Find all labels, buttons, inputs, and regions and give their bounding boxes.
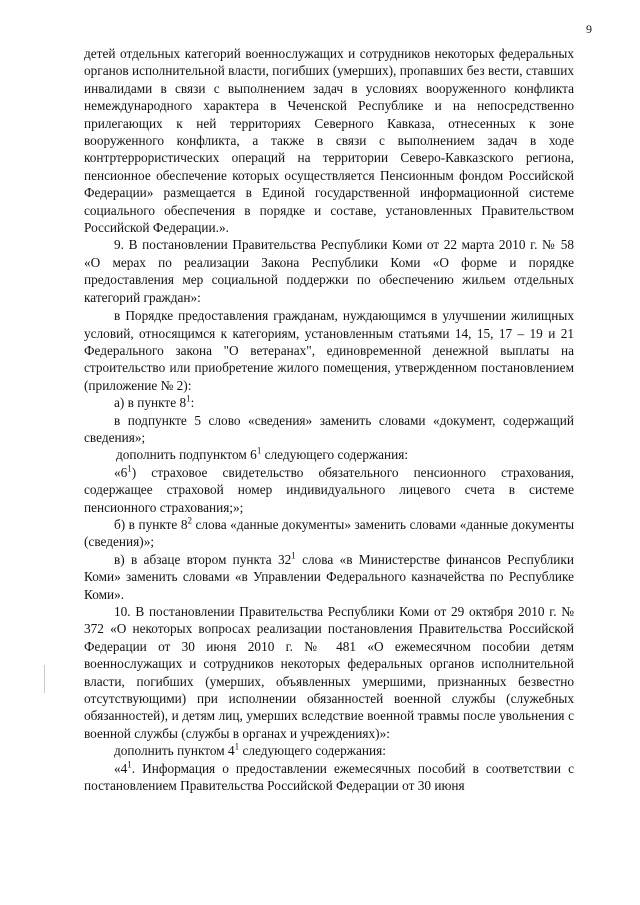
paragraph-add-subpoint: дополнить подпунктом $6^1$ следующего содержания: xyxy=(116,445,409,463)
paragraph-add-point: дополнить пунктом $4^1$ следующего содержания: xyxy=(114,741,386,759)
paragraph-continuation: детей отдельных категорий военнослужащих и сотрудников некоторых федеральных органов исполнительной власти, погибших (умерших), пропавших без вести, ставших инвалидами в связи с выполнением задач в условиях вооруженного конфликта немеждународного характера в Чеченской Республике и на непосредственно прилегающих к ней территориях Северного Кавказа, отнесенных к зоне вооруженного конфликта, а также в связи с выполнением задач в ходе контртеррористических операций на территории Северо-Кавказского региона, пенсионное обеспечение которых осуществляется Пенсионным фондом Российской Федерации» размещается в Единой государственной информационной системе социального обеспечения в порядке и составе, установленных Правительством Российской Федерации.». xyxy=(84,46,574,236)
paragraph-item-9: 9. В постановлении Правительства Республики Коми от 22 марта 2010 г. № 58 «О мерах по реализации Закона Республики Коми «О форме и порядке предоставления мер социальной поддержки по обеспечению жильем отдельных категорий граждан»: xyxy=(84,237,574,305)
paragraph-subitem-a: а) в пункте $8^1$: xyxy=(114,393,195,411)
paragraph-subitem-v: в) в абзаце втором пункта $32^1$ слова «в Министерстве финансов Республики Коми» заменить словами «в Управлении Федерального казначейства по Республике Коми». xyxy=(84,550,574,602)
page-number: 9 xyxy=(586,22,592,36)
paragraph-quote-6-1: «$6^1$) страховое свидетельство обязательного пенсионного страхования, содержащее страховой номер индивидуального лицевого счета в системе пенсионного страхования;»; xyxy=(84,463,574,515)
margin-mark xyxy=(44,665,45,693)
paragraph-subitem-b: б) в пункте $8^2$ слова «данные документы» заменить словами «данные документы (сведения)»; xyxy=(84,515,574,550)
paragraph-quote-4-1: «$4^1$. Информация о предоставлении ежемесячных пособий в соответствии с постановлением Правительства Российской Федерации от 30 июня xyxy=(84,759,574,794)
paragraph-item-10: 10. В постановлении Правительства Республики Коми от 29 октября 2010 г. № 372 «О некоторых вопросах реализации постановления Правительства Российской Федерации от 30 июня 2010 г. № 481 «О ежемесячном пособии детям военнослужащих и сотрудников некоторых федеральных органов исполнительной власти, погибших (умерших, объявленных умершими, признанных безвестно отсутствующими) при исполнении обязанностей военной службы (служебных обязанностей), и детям лиц, умерших вследствие военной травмы после увольнения с военной службы (службы в органах и учреждениях)»: xyxy=(84,604,574,741)
document-body xyxy=(84,45,574,794)
paragraph-procedure: в Порядке предоставления гражданам, нуждающимся в улучшении жилищных условий, относящимся к категориям, установленным статьями 14, 15, 17 – 19 и 21 Федерального закона "О ветеранах", единовременной денежной выплаты на строительство или приобретение жилого помещения, утвержденном постановлением (приложение № 2): xyxy=(84,308,574,393)
paragraph-subpoint-5: в подпункте 5 слово «сведения» заменить словами «документ, содержащий сведения»; xyxy=(84,412,574,445)
